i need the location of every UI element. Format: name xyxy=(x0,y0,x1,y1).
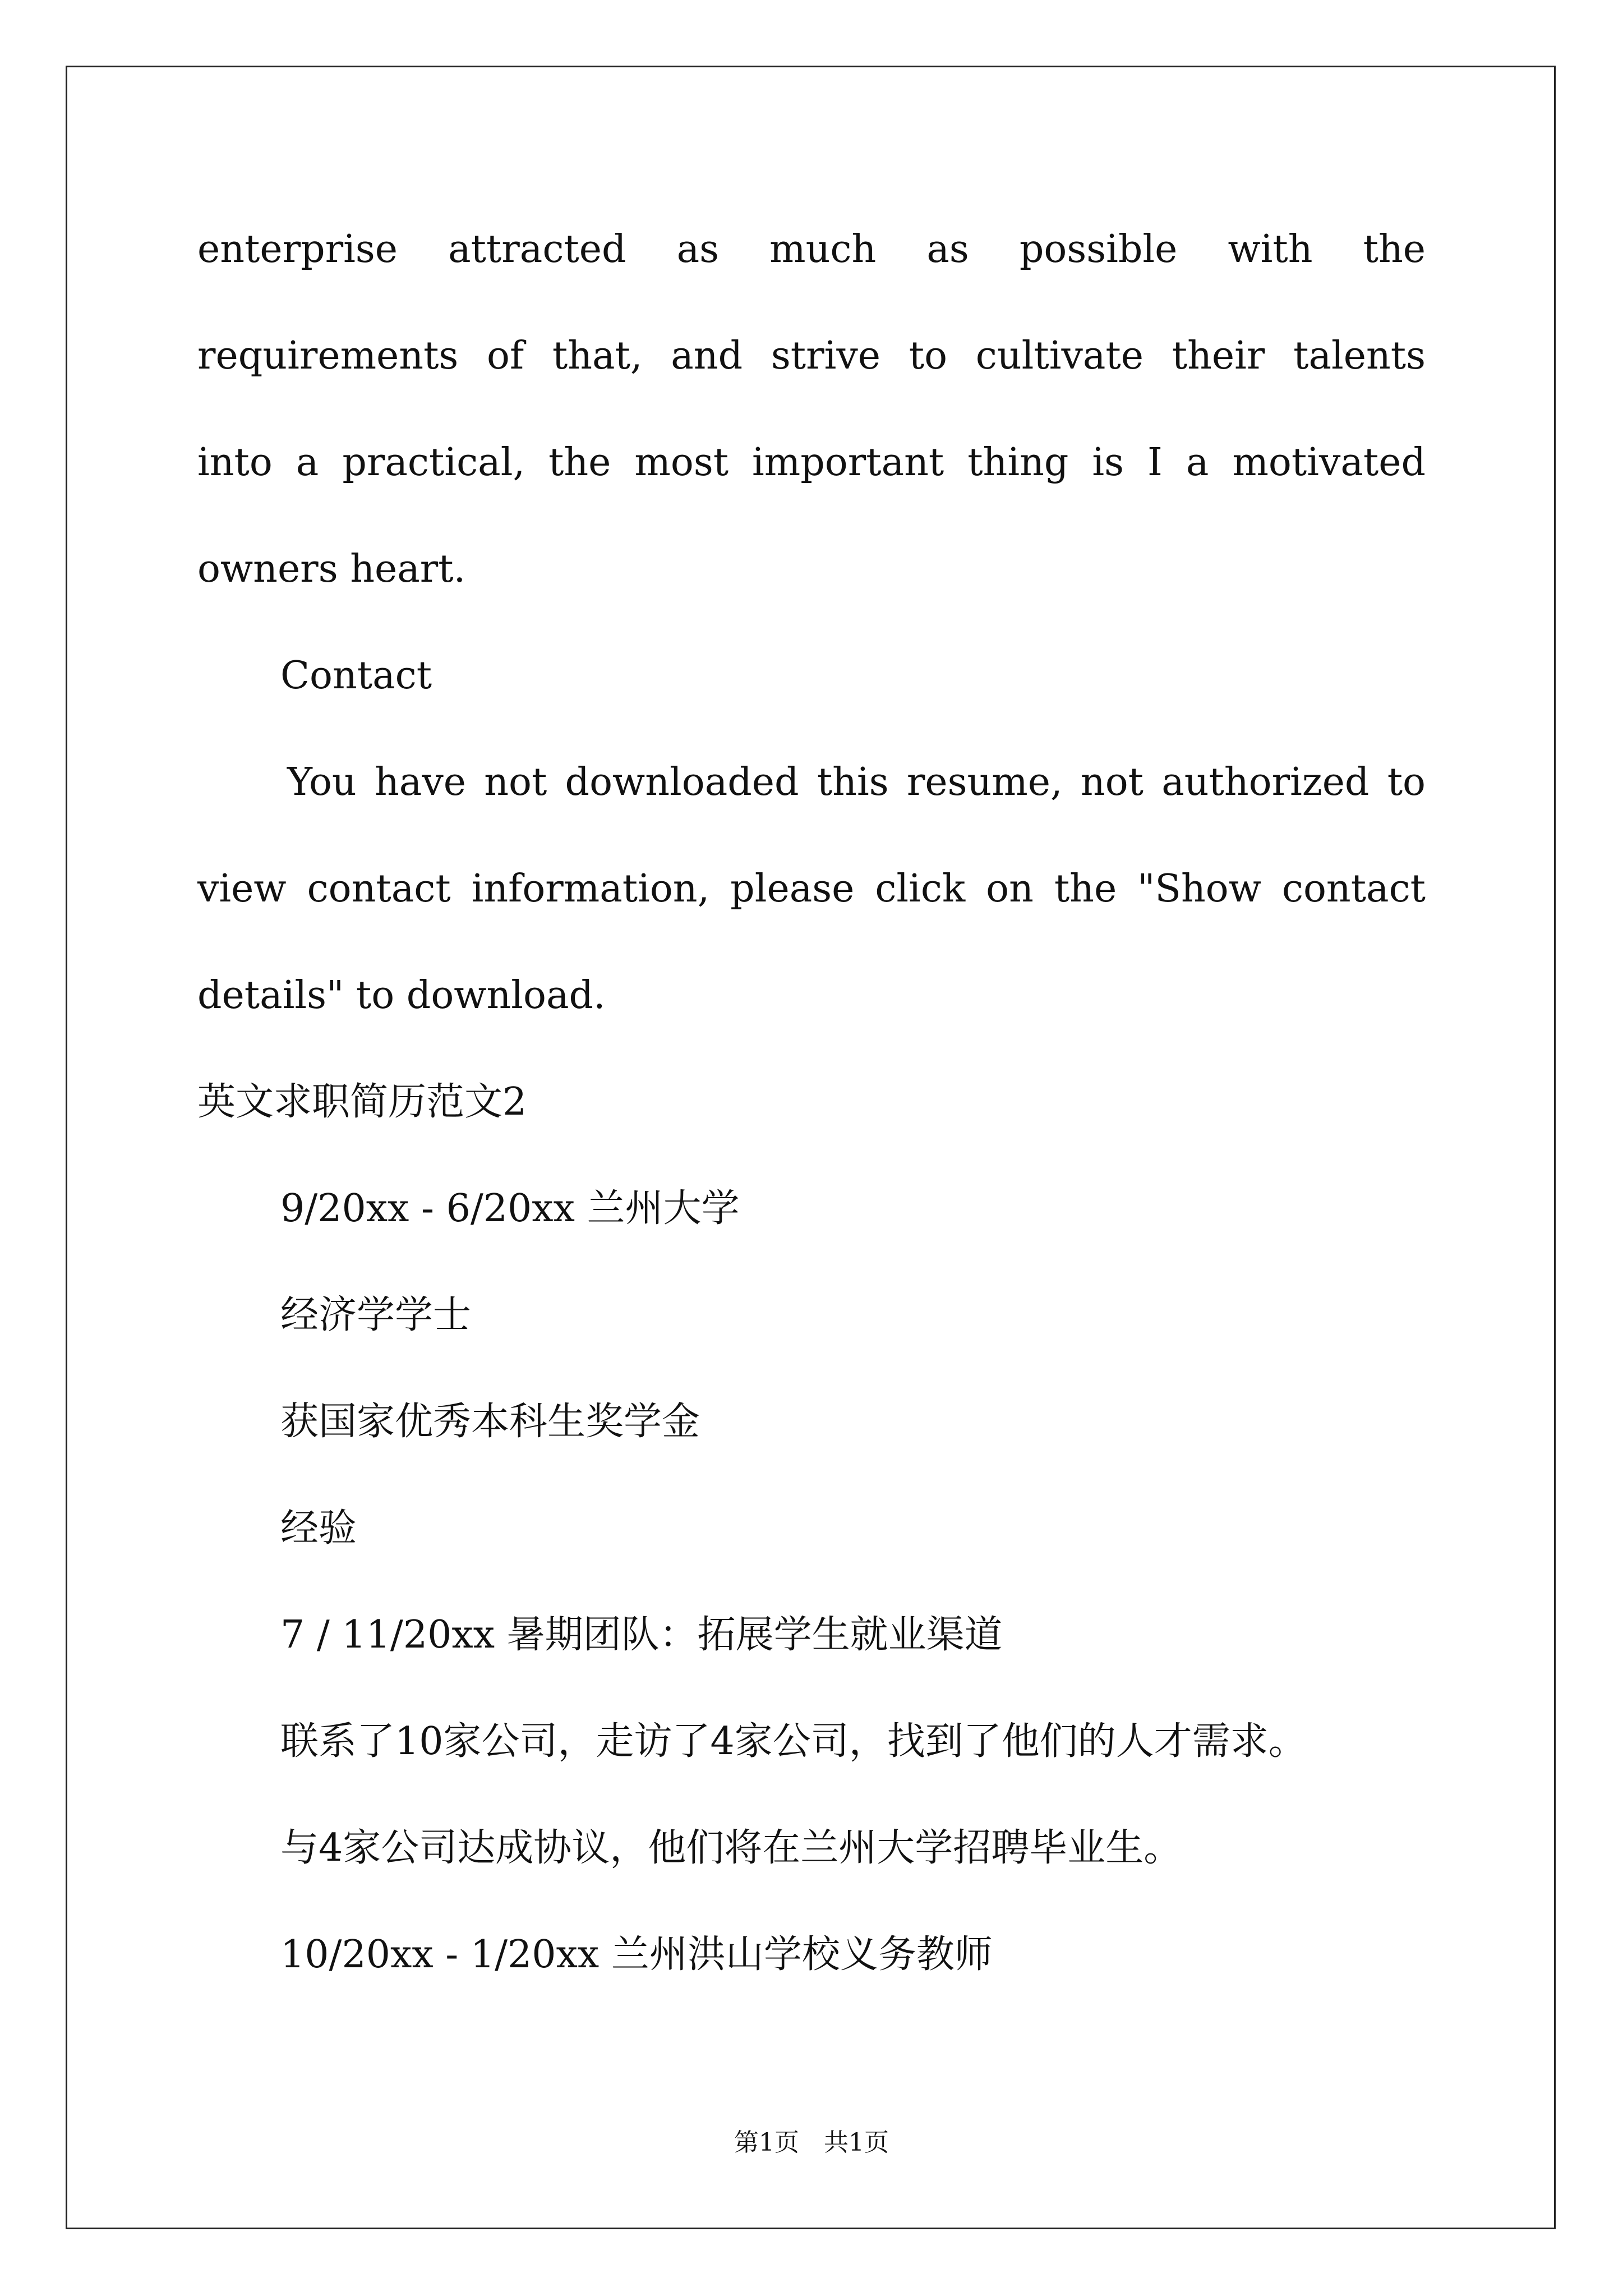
education-dates-school: 9/20xx - 6/20xx 兰州大学 xyxy=(280,1186,740,1231)
contact-heading: Contact xyxy=(280,654,432,698)
education-degree: 经济学学士 xyxy=(280,1293,472,1337)
paragraph-1-line-3: into a practical, the most important thing is I a motivated xyxy=(197,440,1426,485)
experience-item-1-detail-1: 联系了10家公司，走访了4家公司，找到了他们的人才需求。 xyxy=(280,1719,1307,1764)
paragraph-2-line-3: details" to download. xyxy=(197,973,606,1018)
education-award: 获国家优秀本科生奖学金 xyxy=(280,1400,700,1444)
experience-item-1-title: 7 / 11/20xx 暑期团队：拓展学生就业渠道 xyxy=(280,1613,1003,1657)
experience-item-1-detail-2: 与4家公司达成协议，他们将在兰州大学招聘毕业生。 xyxy=(280,1826,1182,1870)
paragraph-1-line-2: requirements of that, and strive to cultivate their talents xyxy=(197,334,1426,378)
page-footer: 第1页 共1页 xyxy=(734,2128,889,2157)
paragraph-2-line-2: view contact information, please click on the "Show contact xyxy=(197,867,1426,911)
page-border xyxy=(66,66,1556,2229)
paragraph-2-line-1: You have not downloaded this resume, not authorized to xyxy=(287,760,1426,804)
paragraph-1-line-4: owners heart. xyxy=(197,547,466,591)
experience-heading: 经验 xyxy=(280,1506,357,1550)
section-title: 英文求职简历范文2 xyxy=(197,1080,527,1124)
paragraph-1-line-1: enterprise attracted as much as possible with the xyxy=(197,227,1426,272)
experience-item-2-title: 10/20xx - 1/20xx 兰州洪山学校义务教师 xyxy=(280,1932,993,1977)
